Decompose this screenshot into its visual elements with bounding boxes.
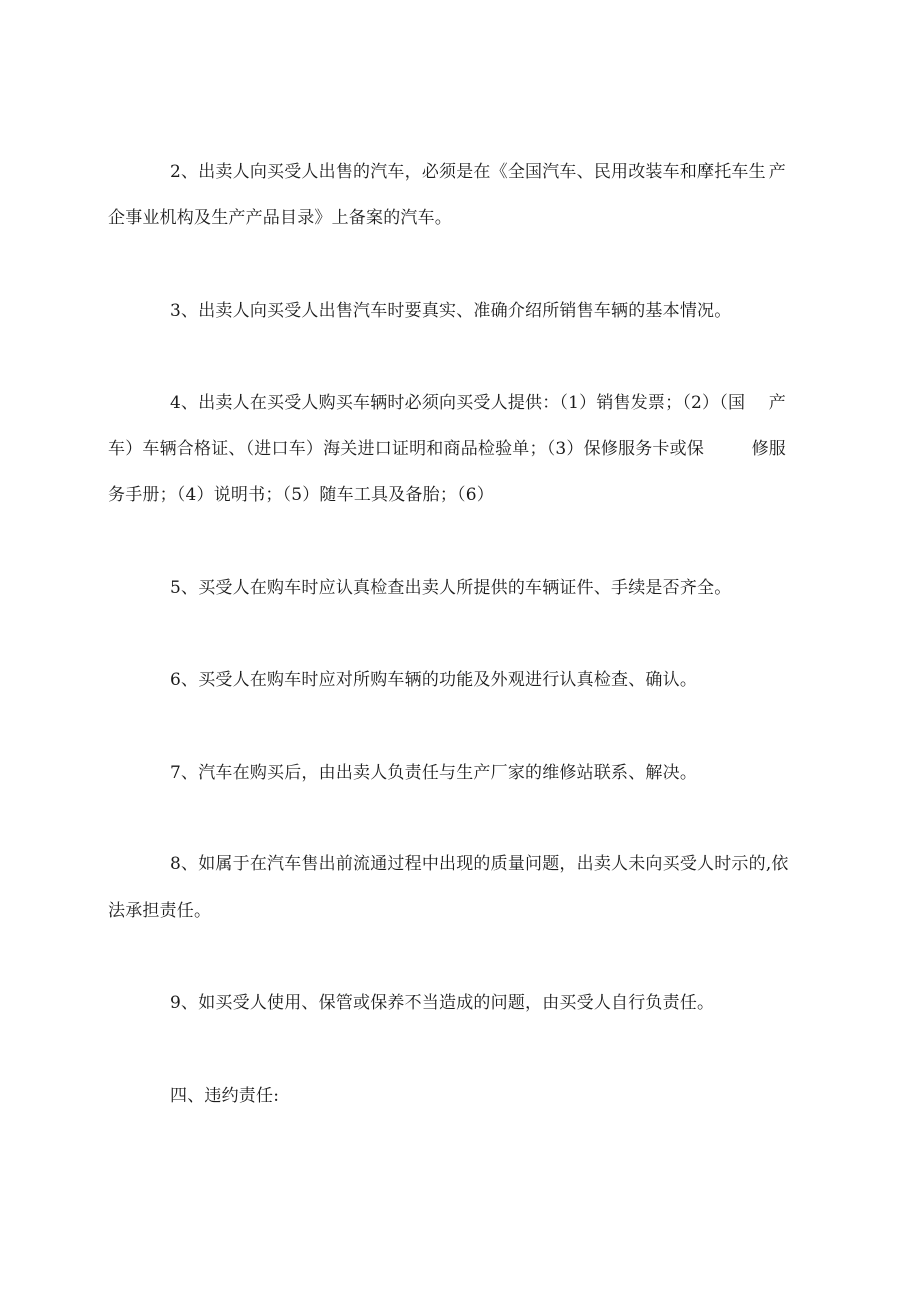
clause-8-text-b: 依	[771, 854, 789, 874]
clause-3-line-1: 3、出卖人向买受人出售汽车时要真实、准确介绍所销售车辆的基本情况。	[170, 301, 732, 321]
clause-8-line-1	[170, 853, 789, 875]
clause-5-line-1: 5、买受人在购车时应认真检查出卖人所提供的车辆证件、手续是否齐全。	[170, 578, 732, 598]
clause-8-text-a: 8、如属于在汽车售出前流通过程中出现的质量问题，出卖人未向买受人时示的,	[170, 854, 772, 874]
clause-2-line-1	[170, 161, 786, 183]
clause-7-line-1: 7、汽车在购买后，由出卖人负责任与生产厂家的维修站联系、解决。	[170, 763, 698, 783]
section-heading-breach: 四、违约责任:	[170, 1086, 280, 1106]
clause-4-text-d: 修服	[751, 439, 786, 459]
clause-4-text-b: 产	[768, 393, 786, 413]
clause-2-line-2: 企事业机构及生产产品目录》上备案的汽车。	[108, 208, 452, 228]
clause-8-line-2: 法承担责任。	[108, 901, 212, 921]
clause-4-line-3: 务手册；（4）说明书；（5）随车工具及备胎；（6）	[108, 485, 494, 505]
clause-2-text-a: 2、出卖人向买受人出售的汽车，必须是在《全国汽车、民用改装车和摩托车生	[170, 162, 766, 182]
clause-6-line-1: 6、买受人在购车时应对所购车辆的功能及外观进行认真检查、确认。	[170, 670, 698, 690]
clause-2-text-b: 产	[768, 162, 786, 182]
clause-4-text-a: 4、出卖人在买受人购买车辆时必须向买受人提供：（1）销售发票；（2）（国	[170, 393, 746, 413]
clause-4-line-2	[108, 438, 786, 460]
clause-9-line-1: 9、如买受人使用、保管或保养不当造成的问题，由买受人自行负责任。	[170, 993, 715, 1013]
clause-4-text-c: 车）车辆合格证、（进口车）海关进口证明和商品检验单；（3）保修服务卡或保	[108, 439, 705, 459]
clause-4-line-1	[170, 392, 786, 414]
